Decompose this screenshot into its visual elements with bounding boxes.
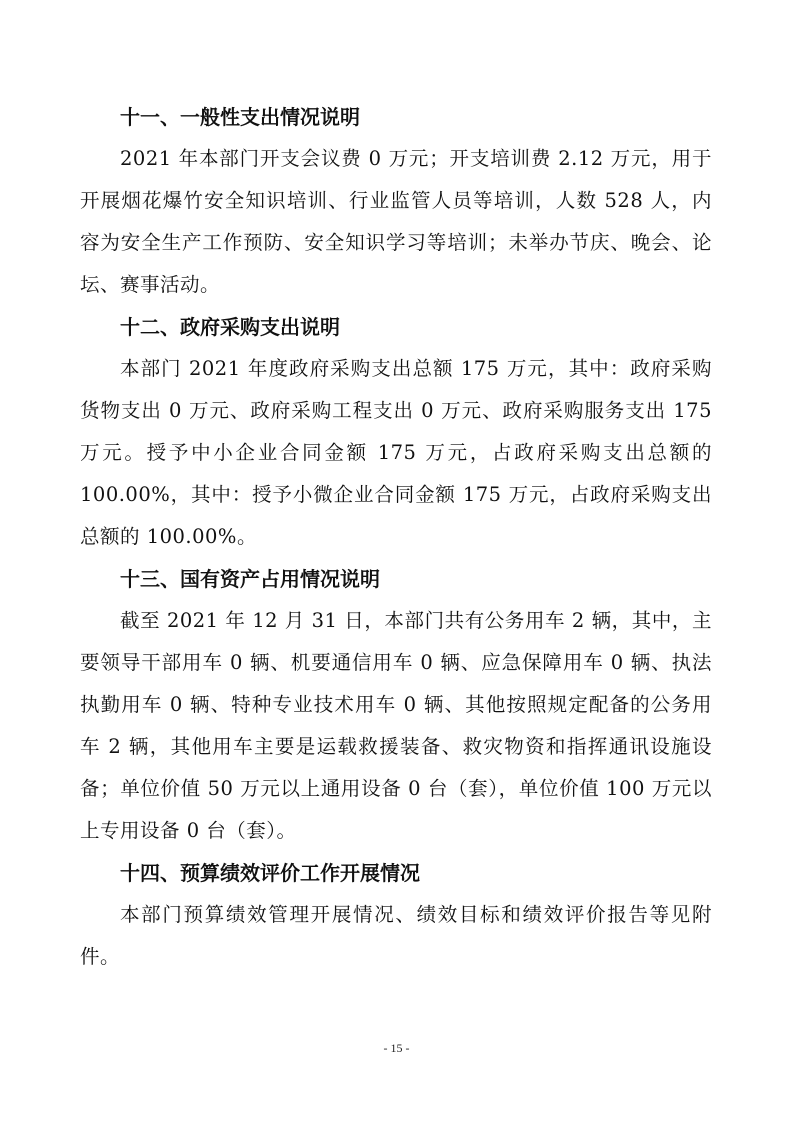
section-paragraph: 本部门 2021 年度政府采购支出总额 175 万元，其中：政府采购货物支出 0 万元、政府采购工程支出 0 万元、政府采购服务支出 175 万元。授予中小企业合同金额 175 万元，占政府采购支出总额的 100.00%，其中：授予小微企业合同金额 175 万元，占政府采购支出总额的 100.00%。 (80, 357, 712, 548)
section-heading: 十四、预算绩效评价工作开展情况 (120, 861, 420, 885)
section-government-procurement (80, 306, 712, 558)
section-heading: 十二、政府采购支出说明 (120, 315, 340, 339)
section-performance-evaluation (80, 852, 712, 978)
document-content (80, 96, 712, 978)
page-number: - 15 - (383, 1041, 410, 1055)
section-paragraph: 本部门预算绩效管理开展情况、绩效目标和绩效评价报告等见附件。 (80, 903, 712, 968)
section-paragraph: 截至 2021 年 12 月 31 日，本部门共有公务用车 2 辆，其中，主要领导干部用车 0 辆、机要通信用车 0 辆、应急保障用车 0 辆、执法执勤用车 0 辆、特种专业技术用车 0 辆、其他按照规定配备的公务用车 2 辆，其他用车主要是运载救援装备、救灾物资和指挥通讯设施设备；单位价值 50 万元以上通用设备 0 台（套），单位价值 100 万元以上专用设备 0 台（套）。 (80, 609, 712, 842)
section-heading: 十一、一般性支出情况说明 (120, 105, 360, 129)
section-heading: 十三、国有资产占用情况说明 (120, 567, 380, 591)
section-paragraph: 2021 年本部门开支会议费 0 万元；开支培训费 2.12 万元，用于开展烟花爆竹安全知识培训、行业监管人员等培训，人数 528 人，内容为安全生产工作预防、安全知识学习等培训；未举办节庆、晚会、论坛、赛事活动。 (80, 147, 712, 296)
section-state-assets (80, 558, 712, 852)
section-general-expenditure (80, 96, 712, 306)
